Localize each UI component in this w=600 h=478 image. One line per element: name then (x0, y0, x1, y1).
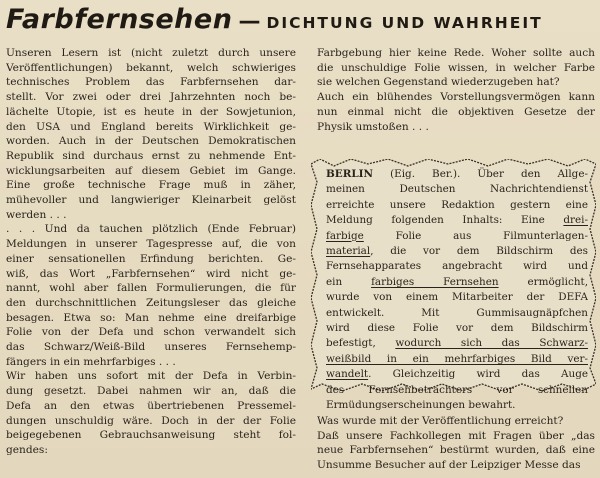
text-line: beigegebenen Gebrauchsanweisung steht fol- (6, 429, 296, 442)
clipping-segment: Fernsehapparates angebracht wird und (326, 260, 588, 273)
text-line: fängers in ein mehrfarbiges . . . (6, 355, 176, 368)
clipping-segment: BERLIN (326, 168, 374, 180)
clipping-line (326, 367, 588, 382)
clipping-segment: wandelt (326, 368, 369, 381)
clipping-line (326, 259, 588, 274)
clipping-line (326, 229, 588, 244)
right-column-bottom (317, 414, 595, 473)
text-line: dung gesetzt. Dabei nahmen wir an, daß die (6, 385, 296, 398)
headline-title: Farbfernsehen (6, 4, 233, 35)
clipping-segment: meinen Deutschen Nachrichtendienst (326, 183, 588, 196)
text-line: wiß, das Wort „Farbfernsehen“ wird nicht ge- (6, 267, 296, 280)
text-line: nun einmal nicht die objektiven Gesetze der (317, 105, 595, 118)
clipping-segment: material (326, 245, 371, 258)
text-line: wicklungsarbeiten auf diesem Gebiet im Gange. (6, 164, 296, 177)
text-line: Unsumme Besucher auf der Leipziger Messe das (317, 459, 581, 472)
clipping-line (326, 352, 588, 367)
text-line: Republik sind durchaus ernst zu nehmende Ent- (6, 149, 296, 162)
text-line: den durchschnittlichen Zeitungsleser das gleiche (6, 296, 296, 309)
text-line: Eine große technische Frage muß in zäher, (6, 179, 296, 192)
text-line: neue Farbfernsehen“ bestürmt wurden, daß eine (317, 444, 595, 457)
clipping-line (326, 398, 588, 413)
text-line: technisches Problem das Farbfernsehen dar- (6, 76, 296, 89)
text-line: werden . . . (6, 208, 67, 221)
text-line: Veröffentlichungen) bekannt, welch schwieriges (6, 61, 296, 74)
text-line: Unseren Lesern ist (nicht zuletzt durch unsere (6, 47, 296, 59)
clipping-line (326, 321, 588, 336)
headline-subtitle: DICHTUNG UND WAHRHEIT (266, 14, 543, 32)
text-line: stellt. Vor zwei oder drei Jahrzehnten noch be- (6, 91, 296, 104)
text-line: die unschuldige Folie wissen, in welcher Farbe (317, 61, 595, 74)
text-line: Folie von der Defa und schon verwandelt sich (6, 326, 296, 339)
clipping-line (326, 198, 588, 213)
text-line: Auch ein blühendes Vorstellungsvermögen kann (317, 91, 595, 104)
clipping-segment: wurde von einem Mitarbeiter der DEFA (326, 291, 588, 304)
text-line: das Schwarz/Weiß-Bild unseres Fernsehemp- (6, 341, 296, 354)
clipping-segment: erreichte unsere Redaktion gestern eine (326, 198, 588, 211)
text-line: sie welchen Gegenstand wiederzugeben hat? (317, 76, 560, 89)
clipping-line (326, 306, 588, 321)
clipping-segment: ein (326, 275, 372, 288)
clipping-segment: des Fernsehbetrachters vor schnellen (326, 383, 588, 396)
clipping-segment: (Eig. Ber.). Über den Allge- (373, 168, 588, 180)
right-column-top (317, 46, 595, 134)
clipping-segment: , die vor dem Bildschirm des (370, 245, 588, 258)
headline (6, 4, 596, 40)
text-line: Physik umstoßen . . . (317, 120, 429, 133)
text-line: dungen unschuldig wäre. Doch in der der Folie (6, 414, 296, 427)
clipping-segment: drei- (563, 214, 588, 227)
clipping-segment: Folie aus Filmunterlagen- (363, 229, 588, 242)
clipping-segment: weißbild in ein mehrfarbiges Bild ver- (326, 352, 588, 365)
clipping-line (326, 336, 588, 351)
text-line: besagen. Etwa so: Man nehme eine dreifarbige (6, 311, 296, 324)
text-line: Meldungen in unserer Tagespresse auf, die von (6, 238, 296, 251)
text-line: worden. Auch in der Deutschen Demokratischen (6, 135, 296, 148)
clipping-line (326, 213, 588, 228)
text-line: nannt, wohl aber fallen Formulierungen, die für (6, 282, 296, 295)
clipping-segment: . Gleichzeitig wird das Auge (368, 368, 588, 381)
left-column (6, 46, 296, 458)
clipping-segment: Ermüdungserscheinungen bewahrt. (326, 399, 516, 412)
text-line: lächelte Utopie, ist es heute in der Sowjetunion, (6, 105, 296, 118)
text-line: Daß unsere Fachkollegen mit Fragen über „das (317, 429, 595, 442)
clipping-segment: entwickelt. Mit Gummisaugnäpfchen (326, 306, 588, 319)
headline-dash: — (238, 9, 261, 34)
clipping-segment: farbige (326, 229, 364, 242)
clipping-segment: wird diese Folie vor dem Bildschirm (326, 322, 588, 335)
clipping-line (326, 167, 588, 182)
text-line: mühevoller und langwieriger Kleinarbeit gelöst (6, 194, 296, 207)
clipping-segment: befestigt, (326, 337, 396, 350)
text-line: Was wurde mit der Veröffentlichung erreicht? (317, 415, 564, 427)
text-line: Wir haben uns sofort mit der Defa in Verbin- (6, 370, 296, 383)
clipping-line (326, 383, 588, 398)
clipping-line (326, 275, 588, 290)
clipping-line (326, 244, 588, 259)
text-line: den USA und England bereits Wirklichkeit ge- (6, 120, 296, 133)
text-line: Defa an den etwas übertriebenen Pressemel- (6, 399, 296, 412)
text-line: gendes: (6, 443, 48, 456)
text-line: einer sensationellen Erfindung berichten. Ge- (6, 252, 296, 265)
clipping-segment: wodurch sich das Schwarz- (395, 337, 588, 350)
clipping-line (326, 182, 588, 197)
clipping-line (326, 290, 588, 305)
clipping-segment: ermöglicht, (498, 275, 588, 288)
clipping-segment: farbiges Fernsehen (371, 275, 499, 288)
clipping-segment: Meldung folgenden Inhalts: Eine (326, 214, 564, 227)
text-line: . . . Und da tauchen plötzlich (Ende Februar) (6, 223, 296, 236)
text-line: Farbgebung hier keine Rede. Woher sollte auch (317, 47, 595, 59)
clipping-text (326, 167, 588, 414)
